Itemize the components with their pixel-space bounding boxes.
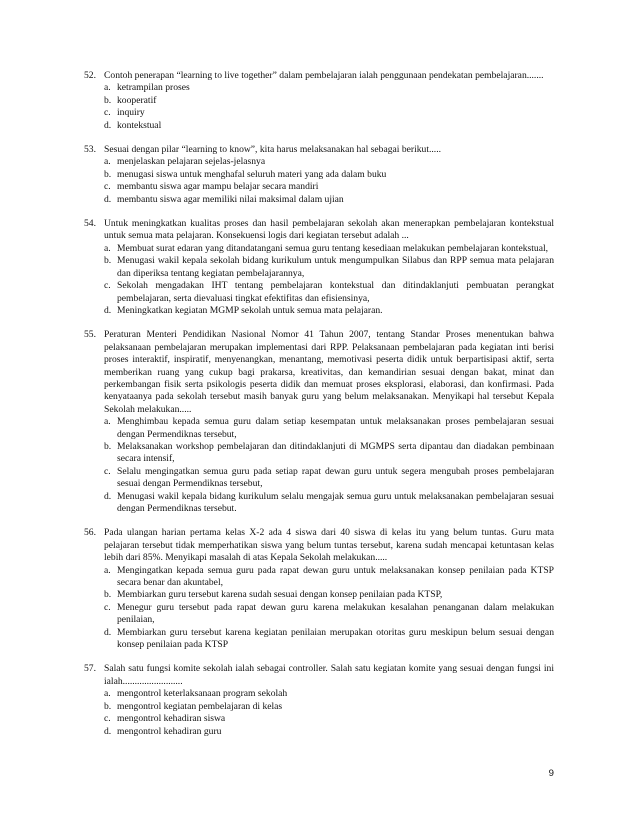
question-item bbox=[84, 218, 554, 317]
question-number: 57. bbox=[84, 663, 96, 675]
option-letter: a. bbox=[104, 688, 111, 700]
answer-options bbox=[104, 565, 554, 652]
option-letter: c. bbox=[104, 601, 111, 613]
answer-option bbox=[104, 243, 554, 255]
option-letter: a. bbox=[104, 156, 111, 168]
question-item bbox=[84, 144, 554, 206]
question-number: 54. bbox=[84, 218, 96, 230]
answer-option bbox=[104, 194, 554, 206]
question-item bbox=[84, 70, 554, 132]
option-letter: c. bbox=[104, 107, 111, 119]
question-text: Pada ulangan harian pertama kelas X-2 ada 4 siswa dari 40 siswa di kelas itu yang belum tuntas. Guru mata pelajaran tersebut tidak memperhatikan siswa yang belum tuntas tersebut, karena sudah mencapai ketuntasan kelas lebih dari 85%. Menyikapi masalah di atas Kepala Sekolah melakukan..... bbox=[104, 527, 554, 564]
option-text: kontekstual bbox=[117, 119, 162, 131]
answer-option bbox=[104, 565, 554, 590]
option-text: membantu siswa agar memiliki nilai maksimal dalam ujian bbox=[117, 193, 344, 205]
answer-options bbox=[104, 688, 554, 738]
option-text: Menugasi wakil kepala sekolah bidang kurikulum untuk mengumpulkan Silabus dan RPP semua mata pelajaran dan diperiksa tentang kegiatan pembelajarannya, bbox=[117, 255, 554, 279]
question-text: Untuk meningkatkan kualitas proses dan hasil pembelajaran sekolah akan menerapkan pembelajaran kontekstual untuk semua mata pelajaran. Konsekuensi logis dari kegiatan tersebut adalah ... bbox=[104, 218, 554, 242]
option-text: Mengingatkan kepada semua guru pada rapat dewan guru untuk melaksanakan konsep penilaian pada KTSP secara benar dan akuntabel, bbox=[117, 564, 554, 589]
page-number: 9 bbox=[548, 768, 554, 779]
option-text: menugasi siswa untuk menghafal seluruh materi yang ada dalam buku bbox=[117, 168, 387, 180]
answer-option bbox=[104, 491, 554, 516]
option-letter: a. bbox=[104, 242, 111, 254]
option-text: ketrampilan proses bbox=[117, 82, 190, 94]
question-number: 52. bbox=[84, 70, 96, 81]
answer-options bbox=[104, 416, 554, 515]
answer-option bbox=[104, 181, 554, 193]
option-letter: c. bbox=[104, 181, 111, 193]
option-text: Selalu mengingatkan semua guru pada setiap rapat dewan guru untuk segera mengubah proses pembelajaran sesuai dengan Permendiknas tersebut, bbox=[117, 465, 554, 490]
answer-option bbox=[104, 589, 554, 601]
option-letter: b. bbox=[104, 168, 112, 180]
answer-option bbox=[104, 441, 554, 466]
answer-option bbox=[104, 713, 554, 725]
option-letter: d. bbox=[104, 119, 112, 131]
option-text: Menugasi wakil kepala bidang kurikulum selalu mengajak semua guru untuk melaksanakan pembelajaran sesuai dengan Permendiknas tersebut. bbox=[117, 490, 554, 514]
answer-option bbox=[104, 169, 554, 181]
option-text: mengontrol kegiatan pembelajaran di kelas bbox=[117, 700, 283, 712]
answer-option bbox=[104, 280, 554, 305]
option-letter: d. bbox=[104, 626, 112, 638]
question-item bbox=[84, 663, 554, 737]
option-letter: d. bbox=[104, 304, 112, 316]
answer-option bbox=[104, 416, 554, 441]
question-text: Contoh penerapan “learning to live together” dalam pembelajaran ialah penggunaan pendekatan pembelajaran....... bbox=[104, 70, 544, 81]
answer-option bbox=[104, 120, 554, 132]
option-text: mengontrol keterlaksanaan program sekolah bbox=[117, 688, 288, 700]
option-text: Membiarkan guru tersebut karena sudah sesuai dengan konsep penilaian pada KTSP, bbox=[117, 589, 443, 601]
answer-option bbox=[104, 627, 554, 652]
option-letter: a. bbox=[104, 416, 111, 428]
option-text: Membiarkan guru tersebut karena kegiatan penilaian merupakan otoritas guru meskipun belum sesuai dengan konsep penilaian pada KTSP bbox=[117, 626, 554, 651]
option-letter: d. bbox=[104, 490, 112, 502]
answer-option bbox=[104, 688, 554, 700]
option-text: Meningkatkan kegiatan MGMP sekolah untuk semua mata pelajaran. bbox=[117, 304, 383, 316]
option-text: mengontrol kehadiran siswa bbox=[117, 713, 226, 725]
option-text: Menghimbau kepada semua guru dalam setiap kesempatan untuk melaksanakan proses pembelajaran sesuai dengan Permendiknas tersebut, bbox=[117, 416, 554, 440]
option-letter: d. bbox=[104, 193, 112, 205]
option-text: mengontrol kehadiran guru bbox=[117, 725, 222, 737]
answer-option bbox=[104, 82, 554, 94]
answer-options bbox=[104, 243, 554, 317]
option-text: Melaksanakan workshop pembelajaran dan ditindaklanjuti di MGMPS serta dipantau dan diadakan pembinaan secara intensif, bbox=[117, 440, 554, 465]
question-item bbox=[84, 527, 554, 651]
answer-option bbox=[104, 602, 554, 627]
question-list bbox=[84, 70, 554, 738]
option-text: Menegur guru tersebut pada rapat dewan guru karena melakukan kesalahan penanganan dalam melakukan penilaian, bbox=[117, 601, 554, 626]
option-letter: c. bbox=[104, 465, 111, 477]
option-letter: a. bbox=[104, 82, 111, 94]
option-letter: b. bbox=[104, 440, 112, 452]
option-text: Sekolah mengadakan IHT tentang pembelajaran kontekstual dan ditindaklanjuti pembuatan perangkat pembelajaran, serta dievaluasi tingkat efektifitas dan efisiensinya, bbox=[117, 280, 554, 304]
option-letter: b. bbox=[104, 700, 112, 712]
question-text: Sesuai dengan pilar “learning to know”, kita harus melaksanakan hal sebagai berikut..... bbox=[104, 144, 442, 156]
option-letter: a. bbox=[104, 564, 111, 576]
option-letter: c. bbox=[104, 713, 111, 725]
answer-option bbox=[104, 156, 554, 168]
option-letter: b. bbox=[104, 94, 112, 106]
answer-option bbox=[104, 95, 554, 107]
answer-option bbox=[104, 726, 554, 738]
question-item bbox=[84, 329, 554, 515]
option-text: Membuat surat edaran yang ditandatangani semua guru tentang kesediaan melakukan pembelajaran kontekstual, bbox=[117, 242, 549, 254]
answer-option bbox=[104, 701, 554, 713]
option-letter: c. bbox=[104, 280, 111, 292]
option-letter: b. bbox=[104, 589, 112, 601]
question-number: 53. bbox=[84, 144, 96, 156]
option-letter: d. bbox=[104, 725, 112, 737]
question-text: Peraturan Menteri Pendidikan Nasional Nomor 41 Tahun 2007, tentang Standar Proses menentukan bahwa pelaksanaan pembelajaran merupakan implementasi dari RPP. Pelaksanaan pembelajaran pada kegiatan inti berisi proses interaktif, inspiratif, menyenangkan, menantang, memotivasi peserta didik untuk berpartisipasi aktif, serta memberikan ruang yang cukup bagi prakarsa, kreativitas, dan kemandirian sesuai dengan bakat, minat dan perkembangan fisik serta psikologis peserta didik dan memuat proses eksplorasi, elaborasi, dan konfirmasi. Pada kenyataanya pada sekolah tersebut masih banyak guru yang belum melaksanakan. Menyikapi hal tersebut Kepala Sekolah melakukan..... bbox=[104, 329, 554, 415]
question-number: 55. bbox=[84, 329, 96, 341]
option-text: membantu siswa agar mampu belajar secara mandiri bbox=[117, 181, 319, 193]
question-text: Salah satu fungsi komite sekolah ialah sebagai controller. Salah satu kegiatan komite yang sesuai dengan fungsi ini ialah......................... bbox=[104, 663, 554, 687]
option-text: inquiry bbox=[117, 107, 145, 119]
question-number: 56. bbox=[84, 527, 96, 539]
answer-options bbox=[104, 82, 554, 132]
answer-option bbox=[104, 305, 554, 317]
option-letter: b. bbox=[104, 255, 112, 267]
answer-option bbox=[104, 466, 554, 491]
option-text: kooperatif bbox=[117, 94, 157, 106]
answer-option bbox=[104, 107, 554, 119]
answer-options bbox=[104, 156, 554, 206]
option-text: menjelaskan pelajaran sejelas-jelasnya bbox=[117, 156, 266, 168]
answer-option bbox=[104, 255, 554, 280]
